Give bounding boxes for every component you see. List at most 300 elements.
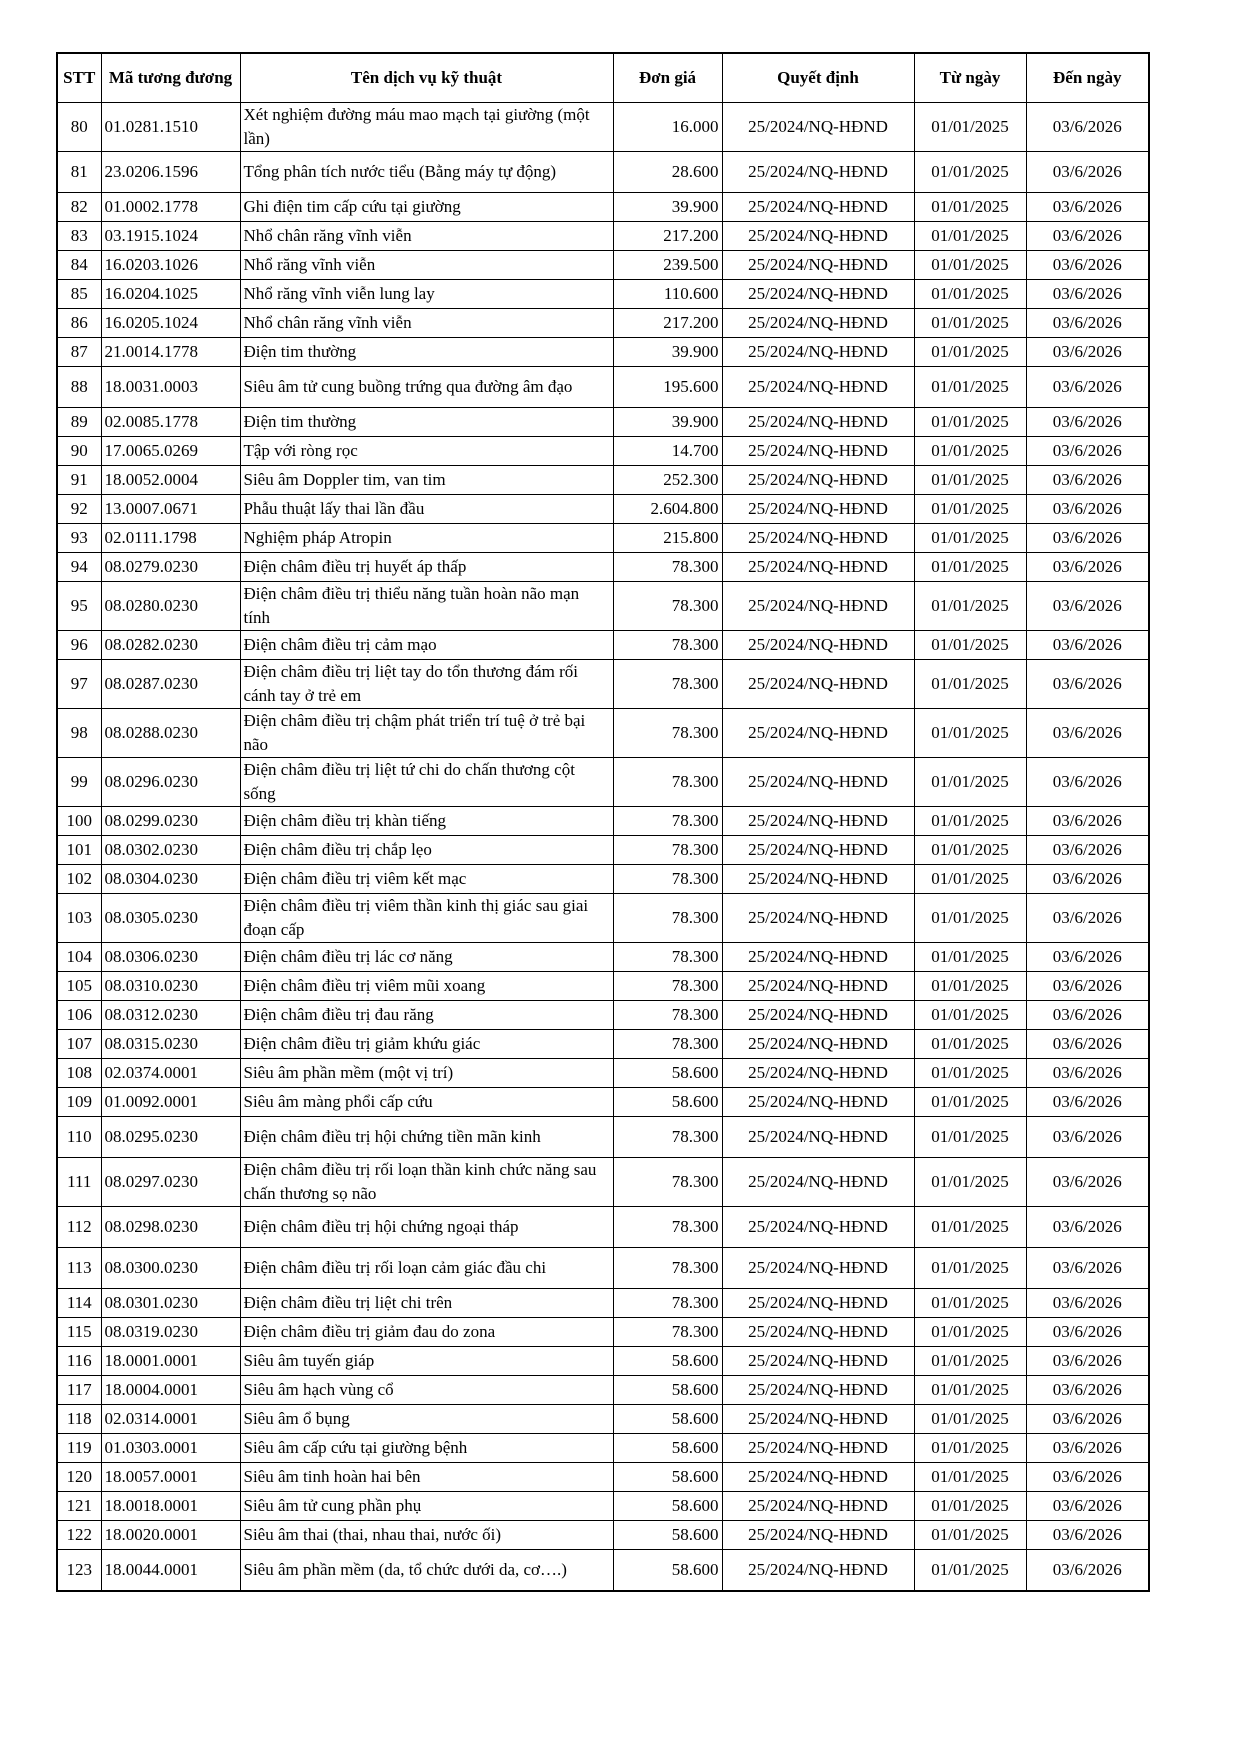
row-code: 03.1915.1024 xyxy=(101,222,240,251)
row-from-date: 01/01/2025 xyxy=(914,466,1026,495)
table-body xyxy=(57,103,1149,1592)
row-to-date: 03/6/2026 xyxy=(1026,1289,1149,1318)
row-stt: 106 xyxy=(57,1001,101,1030)
row-stt: 115 xyxy=(57,1318,101,1347)
row-to-date: 03/6/2026 xyxy=(1026,408,1149,437)
row-to-date: 03/6/2026 xyxy=(1026,1248,1149,1289)
row-price: 78.300 xyxy=(613,660,722,709)
row-stt: 116 xyxy=(57,1347,101,1376)
row-service-name: Siêu âm cấp cứu tại giường bệnh xyxy=(240,1434,613,1463)
row-stt: 95 xyxy=(57,582,101,631)
row-from-date: 01/01/2025 xyxy=(914,408,1026,437)
row-to-date: 03/6/2026 xyxy=(1026,1318,1149,1347)
header-decision: Quyết định xyxy=(722,53,914,103)
row-decision: 25/2024/NQ-HĐND xyxy=(722,1376,914,1405)
row-code: 17.0065.0269 xyxy=(101,437,240,466)
row-service-name: Siêu âm thai (thai, nhau thai, nước ối) xyxy=(240,1521,613,1550)
row-decision: 25/2024/NQ-HĐND xyxy=(722,1434,914,1463)
table-header xyxy=(57,53,1149,103)
row-code: 16.0205.1024 xyxy=(101,309,240,338)
row-code: 18.0057.0001 xyxy=(101,1463,240,1492)
table-row xyxy=(57,758,1149,807)
row-to-date: 03/6/2026 xyxy=(1026,553,1149,582)
row-from-date: 01/01/2025 xyxy=(914,1001,1026,1030)
row-service-name: Siêu âm tinh hoàn hai bên xyxy=(240,1463,613,1492)
table-row xyxy=(57,251,1149,280)
row-service-name: Điện châm điều trị hội chứng ngoại tháp xyxy=(240,1207,613,1248)
row-to-date: 03/6/2026 xyxy=(1026,309,1149,338)
row-decision: 25/2024/NQ-HĐND xyxy=(722,582,914,631)
row-service-name: Điện châm điều trị viêm kết mạc xyxy=(240,865,613,894)
row-stt: 119 xyxy=(57,1434,101,1463)
row-service-name: Điện châm điều trị liệt tay do tổn thương đám rối cánh tay ở trẻ em xyxy=(240,660,613,709)
row-decision: 25/2024/NQ-HĐND xyxy=(722,1347,914,1376)
row-from-date: 01/01/2025 xyxy=(914,1207,1026,1248)
row-to-date: 03/6/2026 xyxy=(1026,1088,1149,1117)
table-row xyxy=(57,1207,1149,1248)
row-code: 23.0206.1596 xyxy=(101,152,240,193)
table-row xyxy=(57,582,1149,631)
row-code: 18.0020.0001 xyxy=(101,1521,240,1550)
row-from-date: 01/01/2025 xyxy=(914,437,1026,466)
row-to-date: 03/6/2026 xyxy=(1026,1207,1149,1248)
row-to-date: 03/6/2026 xyxy=(1026,152,1149,193)
row-to-date: 03/6/2026 xyxy=(1026,836,1149,865)
row-stt: 112 xyxy=(57,1207,101,1248)
row-code: 08.0288.0230 xyxy=(101,709,240,758)
row-to-date: 03/6/2026 xyxy=(1026,437,1149,466)
row-decision: 25/2024/NQ-HĐND xyxy=(722,1550,914,1592)
row-stt: 108 xyxy=(57,1059,101,1088)
row-service-name: Điện châm điều trị viêm thần kinh thị giác sau giai đoạn cấp xyxy=(240,894,613,943)
row-service-name: Điện châm điều trị khàn tiếng xyxy=(240,807,613,836)
row-price: 78.300 xyxy=(613,1318,722,1347)
row-code: 01.0281.1510 xyxy=(101,103,240,152)
row-price: 2.604.800 xyxy=(613,495,722,524)
header-stt: STT xyxy=(57,53,101,103)
row-from-date: 01/01/2025 xyxy=(914,1463,1026,1492)
header-from-date: Từ ngày xyxy=(914,53,1026,103)
row-service-name: Siêu âm tử cung buồng trứng qua đường âm đạo xyxy=(240,367,613,408)
row-decision: 25/2024/NQ-HĐND xyxy=(722,437,914,466)
row-to-date: 03/6/2026 xyxy=(1026,222,1149,251)
row-decision: 25/2024/NQ-HĐND xyxy=(722,367,914,408)
row-code: 01.0303.0001 xyxy=(101,1434,240,1463)
row-stt: 120 xyxy=(57,1463,101,1492)
row-from-date: 01/01/2025 xyxy=(914,865,1026,894)
row-from-date: 01/01/2025 xyxy=(914,1248,1026,1289)
row-price: 78.300 xyxy=(613,943,722,972)
row-to-date: 03/6/2026 xyxy=(1026,1492,1149,1521)
row-to-date: 03/6/2026 xyxy=(1026,865,1149,894)
row-code: 02.0374.0001 xyxy=(101,1059,240,1088)
row-price: 58.600 xyxy=(613,1088,722,1117)
row-decision: 25/2024/NQ-HĐND xyxy=(722,836,914,865)
row-service-name: Điện tim thường xyxy=(240,338,613,367)
row-code: 08.0304.0230 xyxy=(101,865,240,894)
row-price: 78.300 xyxy=(613,1207,722,1248)
row-price: 78.300 xyxy=(613,709,722,758)
row-from-date: 01/01/2025 xyxy=(914,631,1026,660)
row-price: 217.200 xyxy=(613,222,722,251)
row-decision: 25/2024/NQ-HĐND xyxy=(722,251,914,280)
row-service-name: Siêu âm ổ bụng xyxy=(240,1405,613,1434)
table-row xyxy=(57,836,1149,865)
row-code: 18.0018.0001 xyxy=(101,1492,240,1521)
row-from-date: 01/01/2025 xyxy=(914,660,1026,709)
row-to-date: 03/6/2026 xyxy=(1026,103,1149,152)
row-to-date: 03/6/2026 xyxy=(1026,972,1149,1001)
row-price: 58.600 xyxy=(613,1463,722,1492)
row-code: 08.0282.0230 xyxy=(101,631,240,660)
table-row xyxy=(57,152,1149,193)
row-from-date: 01/01/2025 xyxy=(914,709,1026,758)
row-service-name: Điện tim thường xyxy=(240,408,613,437)
row-service-name: Điện châm điều trị huyết áp thấp xyxy=(240,553,613,582)
row-code: 02.0111.1798 xyxy=(101,524,240,553)
row-stt: 91 xyxy=(57,466,101,495)
row-to-date: 03/6/2026 xyxy=(1026,582,1149,631)
row-code: 18.0031.0003 xyxy=(101,367,240,408)
row-price: 78.300 xyxy=(613,631,722,660)
row-to-date: 03/6/2026 xyxy=(1026,1550,1149,1592)
row-stt: 85 xyxy=(57,280,101,309)
row-price: 78.300 xyxy=(613,894,722,943)
row-from-date: 01/01/2025 xyxy=(914,1158,1026,1207)
table-row xyxy=(57,1434,1149,1463)
row-price: 252.300 xyxy=(613,466,722,495)
row-from-date: 01/01/2025 xyxy=(914,1059,1026,1088)
row-from-date: 01/01/2025 xyxy=(914,1030,1026,1059)
row-to-date: 03/6/2026 xyxy=(1026,758,1149,807)
row-price: 110.600 xyxy=(613,280,722,309)
row-decision: 25/2024/NQ-HĐND xyxy=(722,1248,914,1289)
row-to-date: 03/6/2026 xyxy=(1026,280,1149,309)
row-code: 16.0204.1025 xyxy=(101,280,240,309)
table-row xyxy=(57,1030,1149,1059)
table-row xyxy=(57,1001,1149,1030)
row-code: 08.0302.0230 xyxy=(101,836,240,865)
row-price: 78.300 xyxy=(613,758,722,807)
row-from-date: 01/01/2025 xyxy=(914,553,1026,582)
table-row xyxy=(57,524,1149,553)
row-from-date: 01/01/2025 xyxy=(914,1405,1026,1434)
row-stt: 99 xyxy=(57,758,101,807)
table-row xyxy=(57,103,1149,152)
row-decision: 25/2024/NQ-HĐND xyxy=(722,193,914,222)
row-decision: 25/2024/NQ-HĐND xyxy=(722,103,914,152)
row-service-name: Siêu âm phần mềm (da, tổ chức dưới da, cơ….) xyxy=(240,1550,613,1592)
table-row xyxy=(57,437,1149,466)
row-to-date: 03/6/2026 xyxy=(1026,1030,1149,1059)
row-stt: 89 xyxy=(57,408,101,437)
table-row xyxy=(57,1492,1149,1521)
row-price: 58.600 xyxy=(613,1434,722,1463)
row-stt: 114 xyxy=(57,1289,101,1318)
table-row xyxy=(57,193,1149,222)
row-price: 78.300 xyxy=(613,1117,722,1158)
row-price: 28.600 xyxy=(613,152,722,193)
row-from-date: 01/01/2025 xyxy=(914,524,1026,553)
row-stt: 81 xyxy=(57,152,101,193)
row-to-date: 03/6/2026 xyxy=(1026,709,1149,758)
table-row xyxy=(57,894,1149,943)
table-row xyxy=(57,222,1149,251)
table-row xyxy=(57,1117,1149,1158)
row-to-date: 03/6/2026 xyxy=(1026,631,1149,660)
row-code: 08.0287.0230 xyxy=(101,660,240,709)
row-code: 08.0305.0230 xyxy=(101,894,240,943)
table-row xyxy=(57,1088,1149,1117)
row-stt: 94 xyxy=(57,553,101,582)
row-decision: 25/2024/NQ-HĐND xyxy=(722,1030,914,1059)
header-code: Mã tương đương xyxy=(101,53,240,103)
row-stt: 110 xyxy=(57,1117,101,1158)
row-service-name: Siêu âm tử cung phần phụ xyxy=(240,1492,613,1521)
row-from-date: 01/01/2025 xyxy=(914,222,1026,251)
table-row xyxy=(57,807,1149,836)
row-to-date: 03/6/2026 xyxy=(1026,367,1149,408)
row-price: 58.600 xyxy=(613,1550,722,1592)
table-row xyxy=(57,1405,1149,1434)
row-decision: 25/2024/NQ-HĐND xyxy=(722,660,914,709)
header-to-date: Đến ngày xyxy=(1026,53,1149,103)
row-decision: 25/2024/NQ-HĐND xyxy=(722,1289,914,1318)
row-code: 18.0044.0001 xyxy=(101,1550,240,1592)
row-stt: 123 xyxy=(57,1550,101,1592)
row-decision: 25/2024/NQ-HĐND xyxy=(722,309,914,338)
row-stt: 104 xyxy=(57,943,101,972)
row-decision: 25/2024/NQ-HĐND xyxy=(722,408,914,437)
row-service-name: Điện châm điều trị giảm đau do zona xyxy=(240,1318,613,1347)
row-price: 78.300 xyxy=(613,1030,722,1059)
row-service-name: Siêu âm phần mềm (một vị trí) xyxy=(240,1059,613,1088)
row-code: 18.0052.0004 xyxy=(101,466,240,495)
row-from-date: 01/01/2025 xyxy=(914,251,1026,280)
row-from-date: 01/01/2025 xyxy=(914,280,1026,309)
row-service-name: Điện châm điều trị giảm khứu giác xyxy=(240,1030,613,1059)
row-code: 08.0310.0230 xyxy=(101,972,240,1001)
row-decision: 25/2024/NQ-HĐND xyxy=(722,466,914,495)
row-decision: 25/2024/NQ-HĐND xyxy=(722,943,914,972)
row-service-name: Điện châm điều trị liệt tứ chi do chấn thương cột sống xyxy=(240,758,613,807)
row-to-date: 03/6/2026 xyxy=(1026,466,1149,495)
row-service-name: Nhổ chân răng vĩnh viễn xyxy=(240,222,613,251)
row-stt: 90 xyxy=(57,437,101,466)
row-service-name: Ghi điện tim cấp cứu tại giường xyxy=(240,193,613,222)
row-price: 78.300 xyxy=(613,1158,722,1207)
row-from-date: 01/01/2025 xyxy=(914,1088,1026,1117)
row-price: 58.600 xyxy=(613,1347,722,1376)
row-service-name: Điện châm điều trị rối loạn cảm giác đầu chi xyxy=(240,1248,613,1289)
row-decision: 25/2024/NQ-HĐND xyxy=(722,152,914,193)
row-decision: 25/2024/NQ-HĐND xyxy=(722,1492,914,1521)
table-row xyxy=(57,972,1149,1001)
row-service-name: Siêu âm Doppler tim, van tim xyxy=(240,466,613,495)
row-to-date: 03/6/2026 xyxy=(1026,1463,1149,1492)
row-stt: 83 xyxy=(57,222,101,251)
row-to-date: 03/6/2026 xyxy=(1026,251,1149,280)
row-code: 02.0314.0001 xyxy=(101,1405,240,1434)
row-price: 39.900 xyxy=(613,338,722,367)
row-decision: 25/2024/NQ-HĐND xyxy=(722,972,914,1001)
row-from-date: 01/01/2025 xyxy=(914,1289,1026,1318)
row-to-date: 03/6/2026 xyxy=(1026,1405,1149,1434)
row-stt: 102 xyxy=(57,865,101,894)
row-service-name: Điện châm điều trị viêm mũi xoang xyxy=(240,972,613,1001)
row-to-date: 03/6/2026 xyxy=(1026,193,1149,222)
row-price: 239.500 xyxy=(613,251,722,280)
row-price: 58.600 xyxy=(613,1521,722,1550)
row-code: 08.0319.0230 xyxy=(101,1318,240,1347)
table-row xyxy=(57,1376,1149,1405)
row-from-date: 01/01/2025 xyxy=(914,309,1026,338)
row-service-name: Điện châm điều trị chắp lẹo xyxy=(240,836,613,865)
row-decision: 25/2024/NQ-HĐND xyxy=(722,524,914,553)
table-row xyxy=(57,367,1149,408)
row-code: 13.0007.0671 xyxy=(101,495,240,524)
table-row xyxy=(57,943,1149,972)
table-row xyxy=(57,1347,1149,1376)
row-price: 39.900 xyxy=(613,408,722,437)
row-stt: 107 xyxy=(57,1030,101,1059)
row-price: 58.600 xyxy=(613,1059,722,1088)
row-service-name: Điện châm điều trị cảm mạo xyxy=(240,631,613,660)
row-price: 58.600 xyxy=(613,1376,722,1405)
row-from-date: 01/01/2025 xyxy=(914,758,1026,807)
table-row xyxy=(57,1059,1149,1088)
row-price: 16.000 xyxy=(613,103,722,152)
table-row xyxy=(57,466,1149,495)
row-from-date: 01/01/2025 xyxy=(914,1434,1026,1463)
row-price: 78.300 xyxy=(613,1001,722,1030)
row-stt: 97 xyxy=(57,660,101,709)
table-row xyxy=(57,408,1149,437)
row-to-date: 03/6/2026 xyxy=(1026,1347,1149,1376)
row-service-name: Siêu âm tuyến giáp xyxy=(240,1347,613,1376)
row-decision: 25/2024/NQ-HĐND xyxy=(722,1158,914,1207)
row-price: 78.300 xyxy=(613,1248,722,1289)
row-decision: 25/2024/NQ-HĐND xyxy=(722,222,914,251)
row-code: 08.0280.0230 xyxy=(101,582,240,631)
row-service-name: Siêu âm màng phổi cấp cứu xyxy=(240,1088,613,1117)
row-service-name: Điện châm điều trị đau răng xyxy=(240,1001,613,1030)
row-from-date: 01/01/2025 xyxy=(914,582,1026,631)
row-code: 08.0312.0230 xyxy=(101,1001,240,1030)
table-row xyxy=(57,1463,1149,1492)
row-decision: 25/2024/NQ-HĐND xyxy=(722,758,914,807)
row-to-date: 03/6/2026 xyxy=(1026,660,1149,709)
row-to-date: 03/6/2026 xyxy=(1026,1158,1149,1207)
row-from-date: 01/01/2025 xyxy=(914,103,1026,152)
row-decision: 25/2024/NQ-HĐND xyxy=(722,1117,914,1158)
row-decision: 25/2024/NQ-HĐND xyxy=(722,807,914,836)
row-stt: 80 xyxy=(57,103,101,152)
row-from-date: 01/01/2025 xyxy=(914,894,1026,943)
row-stt: 113 xyxy=(57,1248,101,1289)
row-decision: 25/2024/NQ-HĐND xyxy=(722,1521,914,1550)
row-service-name: Nhổ răng vĩnh viễn xyxy=(240,251,613,280)
table-row xyxy=(57,1318,1149,1347)
table-row xyxy=(57,309,1149,338)
row-code: 18.0001.0001 xyxy=(101,1347,240,1376)
row-from-date: 01/01/2025 xyxy=(914,1376,1026,1405)
row-to-date: 03/6/2026 xyxy=(1026,1059,1149,1088)
row-stt: 87 xyxy=(57,338,101,367)
row-to-date: 03/6/2026 xyxy=(1026,1001,1149,1030)
row-code: 18.0004.0001 xyxy=(101,1376,240,1405)
table-row xyxy=(57,660,1149,709)
row-to-date: 03/6/2026 xyxy=(1026,524,1149,553)
table-row xyxy=(57,1550,1149,1592)
row-decision: 25/2024/NQ-HĐND xyxy=(722,338,914,367)
row-from-date: 01/01/2025 xyxy=(914,1347,1026,1376)
table-row xyxy=(57,553,1149,582)
row-to-date: 03/6/2026 xyxy=(1026,1434,1149,1463)
row-code: 21.0014.1778 xyxy=(101,338,240,367)
table-row xyxy=(57,1289,1149,1318)
row-from-date: 01/01/2025 xyxy=(914,943,1026,972)
row-from-date: 01/01/2025 xyxy=(914,1117,1026,1158)
row-to-date: 03/6/2026 xyxy=(1026,1521,1149,1550)
row-code: 08.0299.0230 xyxy=(101,807,240,836)
row-code: 08.0315.0230 xyxy=(101,1030,240,1059)
row-from-date: 01/01/2025 xyxy=(914,193,1026,222)
row-service-name: Nhổ răng vĩnh viễn lung lay xyxy=(240,280,613,309)
row-price: 217.200 xyxy=(613,309,722,338)
row-from-date: 01/01/2025 xyxy=(914,807,1026,836)
row-from-date: 01/01/2025 xyxy=(914,1521,1026,1550)
row-stt: 86 xyxy=(57,309,101,338)
row-stt: 109 xyxy=(57,1088,101,1117)
row-price: 78.300 xyxy=(613,865,722,894)
row-stt: 93 xyxy=(57,524,101,553)
row-decision: 25/2024/NQ-HĐND xyxy=(722,1318,914,1347)
row-code: 08.0295.0230 xyxy=(101,1117,240,1158)
row-decision: 25/2024/NQ-HĐND xyxy=(722,865,914,894)
row-to-date: 03/6/2026 xyxy=(1026,1376,1149,1405)
row-stt: 117 xyxy=(57,1376,101,1405)
row-decision: 25/2024/NQ-HĐND xyxy=(722,631,914,660)
row-service-name: Siêu âm hạch vùng cổ xyxy=(240,1376,613,1405)
row-stt: 96 xyxy=(57,631,101,660)
row-decision: 25/2024/NQ-HĐND xyxy=(722,495,914,524)
row-service-name: Điện châm điều trị hội chứng tiền mãn kinh xyxy=(240,1117,613,1158)
row-code: 08.0306.0230 xyxy=(101,943,240,972)
row-from-date: 01/01/2025 xyxy=(914,972,1026,1001)
row-decision: 25/2024/NQ-HĐND xyxy=(722,1207,914,1248)
row-stt: 105 xyxy=(57,972,101,1001)
table-row xyxy=(57,1521,1149,1550)
row-stt: 84 xyxy=(57,251,101,280)
row-service-name: Điện châm điều trị rối loạn thần kinh chức năng sau chấn thương sọ não xyxy=(240,1158,613,1207)
row-to-date: 03/6/2026 xyxy=(1026,807,1149,836)
row-code: 08.0296.0230 xyxy=(101,758,240,807)
table-row xyxy=(57,338,1149,367)
row-decision: 25/2024/NQ-HĐND xyxy=(722,553,914,582)
row-decision: 25/2024/NQ-HĐND xyxy=(722,1405,914,1434)
row-stt: 100 xyxy=(57,807,101,836)
row-code: 08.0298.0230 xyxy=(101,1207,240,1248)
row-service-name: Nhổ chân răng vĩnh viễn xyxy=(240,309,613,338)
row-from-date: 01/01/2025 xyxy=(914,836,1026,865)
row-stt: 82 xyxy=(57,193,101,222)
header-row xyxy=(57,53,1149,103)
row-to-date: 03/6/2026 xyxy=(1026,1117,1149,1158)
row-from-date: 01/01/2025 xyxy=(914,495,1026,524)
row-code: 08.0301.0230 xyxy=(101,1289,240,1318)
table-row xyxy=(57,631,1149,660)
